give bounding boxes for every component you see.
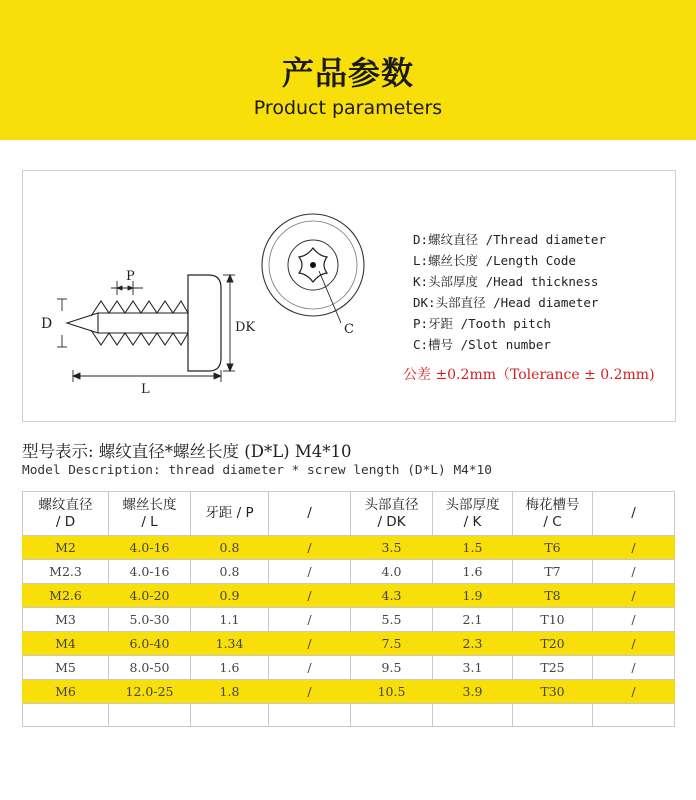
cell: M2.3: [23, 560, 109, 584]
head-top-view: [262, 214, 364, 323]
label-dk: DK: [235, 320, 256, 335]
legend-item: C:槽号 /Slot number: [413, 337, 551, 352]
cell: 0.8: [191, 560, 269, 584]
screw-diagram: [22, 170, 676, 422]
cell: 5.0-30: [109, 608, 191, 632]
cell: M5: [23, 656, 109, 680]
table-row: [23, 560, 675, 584]
cell: /: [269, 584, 351, 608]
header-banner: [0, 0, 696, 140]
cell: /: [593, 560, 675, 584]
label-l: L: [141, 382, 150, 397]
parameter-legend: [413, 229, 606, 355]
cell: 4.3: [351, 584, 433, 608]
cell: 1.6: [433, 560, 513, 584]
cell: 1.8: [191, 680, 269, 704]
cell: /: [269, 608, 351, 632]
table-row: [23, 608, 675, 632]
cell: 4.0-16: [109, 560, 191, 584]
table-row: [23, 584, 675, 608]
cell: /: [269, 656, 351, 680]
cell: 1.34: [191, 632, 269, 656]
cell: /: [593, 632, 675, 656]
model-description-en: Model Description: thread diameter * screw length (D*L) M4*10: [22, 463, 492, 478]
label-d: D: [41, 316, 53, 332]
legend-item: L:螺丝长度 /Length Code: [413, 253, 576, 268]
label-c: C: [344, 322, 354, 337]
cell: 5.5: [351, 608, 433, 632]
cell: 12.0-25: [109, 680, 191, 704]
cell: 1.9: [433, 584, 513, 608]
cell: 0.9: [191, 584, 269, 608]
cell: 4.0: [351, 560, 433, 584]
model-description-cn: 型号表示: 螺纹直径*螺丝长度 (D*L) M4*10: [22, 442, 352, 461]
cell: 10.5: [351, 680, 433, 704]
table-row: [23, 632, 675, 656]
cell: 9.5: [351, 656, 433, 680]
cell: M3: [23, 608, 109, 632]
header-thread-diameter: 螺纹直径 / D: [23, 492, 109, 536]
label-p: P: [126, 269, 135, 284]
cell: 4.0-20: [109, 584, 191, 608]
cell: 6.0-40: [109, 632, 191, 656]
cell: T6: [513, 536, 593, 560]
cell: 3.1: [433, 656, 513, 680]
cell: 1.5: [433, 536, 513, 560]
cell: 2.3: [433, 632, 513, 656]
cell: M2.6: [23, 584, 109, 608]
header-head-thickness: 头部厚度 / K: [433, 492, 513, 536]
cell: 1.6: [191, 656, 269, 680]
legend-item: DK:头部直径 /Head diameter: [413, 295, 599, 310]
cell: 4.0-16: [109, 536, 191, 560]
table-row: [23, 656, 675, 680]
cell: M2: [23, 536, 109, 560]
cell: 1.1: [191, 608, 269, 632]
cell: /: [593, 608, 675, 632]
header-head-diameter: 头部直径 / DK: [351, 492, 433, 536]
cell: /: [269, 536, 351, 560]
header-blank: /: [269, 492, 351, 536]
cell: /: [593, 680, 675, 704]
page-subtitle: Product parameters: [253, 97, 443, 119]
cell: 0.8: [191, 536, 269, 560]
cell: /: [593, 584, 675, 608]
cell: /: [269, 632, 351, 656]
legend-item: D:螺纹直径 /Thread diameter: [413, 232, 606, 247]
legend-item: K:头部厚度 /Head thickness: [413, 274, 599, 289]
cell: /: [269, 680, 351, 704]
cell: T8: [513, 584, 593, 608]
header-blank: /: [593, 492, 675, 536]
cell: T25: [513, 656, 593, 680]
dimension-dk: [223, 275, 235, 371]
header-slot: 梅花槽号 / C: [513, 492, 593, 536]
spec-table: [22, 491, 675, 727]
cell: 7.5: [351, 632, 433, 656]
cell: M6: [23, 680, 109, 704]
cell: 3.5: [351, 536, 433, 560]
cell: /: [593, 656, 675, 680]
cell: M4: [23, 632, 109, 656]
header-pitch: 牙距 / P: [191, 492, 269, 536]
cell: /: [593, 536, 675, 560]
cell: 2.1: [433, 608, 513, 632]
table-row-empty: [23, 704, 675, 727]
screw-head: [188, 275, 221, 371]
cell: T20: [513, 632, 593, 656]
page-title: 产品参数: [281, 54, 414, 92]
table-header-row: [23, 492, 675, 536]
screw-shank: [67, 301, 188, 345]
table-row: [23, 680, 675, 704]
cell: 3.9: [433, 680, 513, 704]
header-length: 螺丝长度 / L: [109, 492, 191, 536]
cell: 8.0-50: [109, 656, 191, 680]
cell: /: [269, 560, 351, 584]
tolerance-note: 公差 ±0.2mm（Tolerance ± 0.2mm): [403, 367, 655, 383]
table-row: [23, 536, 675, 560]
legend-item: P:牙距 /Tooth pitch: [413, 316, 551, 331]
cell: T7: [513, 560, 593, 584]
dimension-l: [73, 370, 221, 382]
cell: T10: [513, 608, 593, 632]
cell: T30: [513, 680, 593, 704]
